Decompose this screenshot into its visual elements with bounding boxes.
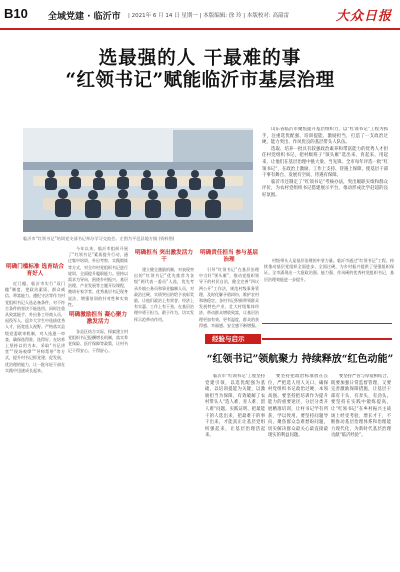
column-text: 近门槛。临沂市实行“双门槛”制度，把政治素质、群众威信、带富能力、遵纪守法等作为村党组织书记人选必备条件，对不符合条件的坚决不能选用。同时注重从致富能手、外出务工经商人员、退役军人、返乡大学生中选拔优秀人才，拓宽选人视野。严格落实县级党委联审机制，对人选逐一审查，确保选得准、选得好。在培养上坚持以用为本，采取“书记讲堂”“现场观摩”“导师帮带”等方式，提升村书记抓党建、促发展、优治理的能力，让一批年轻干部在实践中迅速成长起来。: [5, 281, 65, 373]
meeting-photo-illustration: [23, 128, 253, 232]
feature-column-3: [331, 374, 391, 570]
feature-column-2: [268, 374, 328, 570]
column-heading: 明确门槛标准 选育结合育好人: [6, 264, 64, 277]
column-text: 村级带头人是基层治理的中坚力量。临沂市通过“红领书记”工程，持续推动基层党组织全面进步、全面过硬，为乡村振兴提供了坚强组织保证。全市涌现出一大批政治强、能力强、作风硬的优秀村党组织书记，基层治理效能进一步提升。: [264, 258, 394, 282]
feature-label: 经验与启示: [212, 335, 245, 343]
lead-text: [262, 127, 388, 267]
feature-rule: [262, 338, 392, 340]
headline-line-1: 选最强的人 干最难的事: [98, 48, 302, 69]
column-text: 各县区结合实际，探索建立村党组织书记报酬增长机制，落实养老保险、医疗保障等政策，让村书记干得安心、干得舒心。: [68, 329, 128, 353]
column-heading: 明确担当 突出激发活力干: [135, 250, 193, 263]
lead-paragraph: 临沂市还制定了“红领书记”考核办法，突出履职实绩和群众评价，为农村党组织书记搭建展示平台，推动形成比学赶超的良好氛围。: [262, 179, 388, 198]
photo-caption: 临沂市“红领书记”培训党支部书记举办学习交流会。左图为平邑县地方镇 (资料图): [23, 236, 175, 241]
column-text: 引导“红领书记”在基层治理中当好“领头雁”，推动党组织领导下的村民自治，健全完善“四议两公开”工作法，规范村级事务管理，及时化解矛盾纠纷，维护农村和谐稳定。各村书记积极带领群众发展特色产业，壮大村级集体经济，带动群众增收致富，让基层治理更加有效、更有温度，群众的获得感、幸福感、安全感不断增强。: [199, 267, 259, 328]
section-code: B10: [4, 6, 28, 21]
column-heading: 明确责任担当 参与基层治理: [200, 250, 258, 263]
news-photo: [23, 128, 253, 232]
column-text: 今年以来，临沂市组织开展了“红领书记”素质提升行动，通过集中培训、外出考察、实践锻炼等方式，对全市村党组织书记进行轮训，全面提升履职能力。坚持以需求为导向，围绕乡村振兴、基层治理、产业发展等主题开设课程，邀请专家学者、优秀基层书记现身说法，增强培训的针对性和实效性。: [68, 246, 128, 307]
feature-text: 要坚持把政治标准放在首位，严把选人用人关口，确保村党组织书记政治过硬、本领高强。要坚持把培训作为提升能力的重要途径，分层分类开展精准培训，让村书记学有所获、学以致用。要坚持问题导向，聚焦群众急难愁盼问题，切实解决群众最关心最直接最现实的利益问题。: [268, 374, 328, 439]
column-text: 建立健全激励机制，对表现突出的“红领书记”优先推荐为各级“两代表一委员”人选，优先考录乡镇公务员和事业编制人员，对政治过硬、实绩突出的给予表彰奖励，让他们政治上有荣誉、经济上有实惠、工作上有干劲，在基层治理中勇于担当、敢于作为，切实发挥示范带动作用。: [134, 267, 194, 322]
feature-title: “红领书记”领航聚力 持续释放“红色动能”: [206, 354, 394, 365]
section-name: 全域党建 · 临沂市: [48, 12, 121, 22]
column-heading: 明确激励担当 凝心聚力激发活力: [69, 312, 127, 326]
article-column-1: [5, 260, 65, 570]
feature-column-1: [205, 374, 265, 570]
headline-line-2: “红领书记”赋能临沂市基层治理: [65, 70, 335, 91]
feature-text: 临沂市“红领书记”工程坚持党建引领，以选优配强为基础，以培训提能为关键，以激励担当为保障，有效破解了农村带头人“选人难、育人难、留人难”问题。实践证明，把最能干的人选出来，把最难干的事干出来，才能真正让基层党组织强起来，让基层治理活起来。: [205, 374, 265, 439]
page-header: [0, 0, 400, 30]
section-divider: [262, 323, 392, 324]
newspaper-logo: 大众日报: [335, 9, 392, 24]
feature-text: 要坚持严管与厚爱相结合，既要加强日常监督管理，又要完善激励保障措施，让基层干部有干头、有奔头、有劲头。要坚持在实践中锻炼提高，让“红领书记”在乡村振兴主战场上经受考验、增长才干，不断推动基层治理体系和治理能力现代化，为新时代基层治理贡献“临沂经验”。: [331, 374, 391, 439]
lead-paragraph: 选取、培养一批具有较强政治素养和带富能力的优秀人才担任村党组织书记，把村级班子“领头雁”选出来、育起来、用起来，让他们在基层治理中挑大梁、当先锋。全市每年评选一批“红领书记”，在政治上激励、工作上支持、待遇上保障，使基层干部干事有舞台、发展有空间、待遇有保障。: [262, 146, 388, 179]
article-column-3: [134, 246, 194, 570]
lead-paragraph: 山东省临沂市聚焦提升基层组织力，以“红领书记”工程为抓手，注重选优配强、培训提能、激励担当，打造了一支政治过硬、能力突出、作风优良的基层带头人队伍。: [262, 127, 388, 146]
article-column-5: [264, 258, 394, 322]
issue-info: | 2021年 6 月 14 日 星期一 | 本版编辑: 徐 玲 | 本版校对: 高韶雷: [128, 13, 289, 19]
article-column-2: [68, 246, 128, 570]
